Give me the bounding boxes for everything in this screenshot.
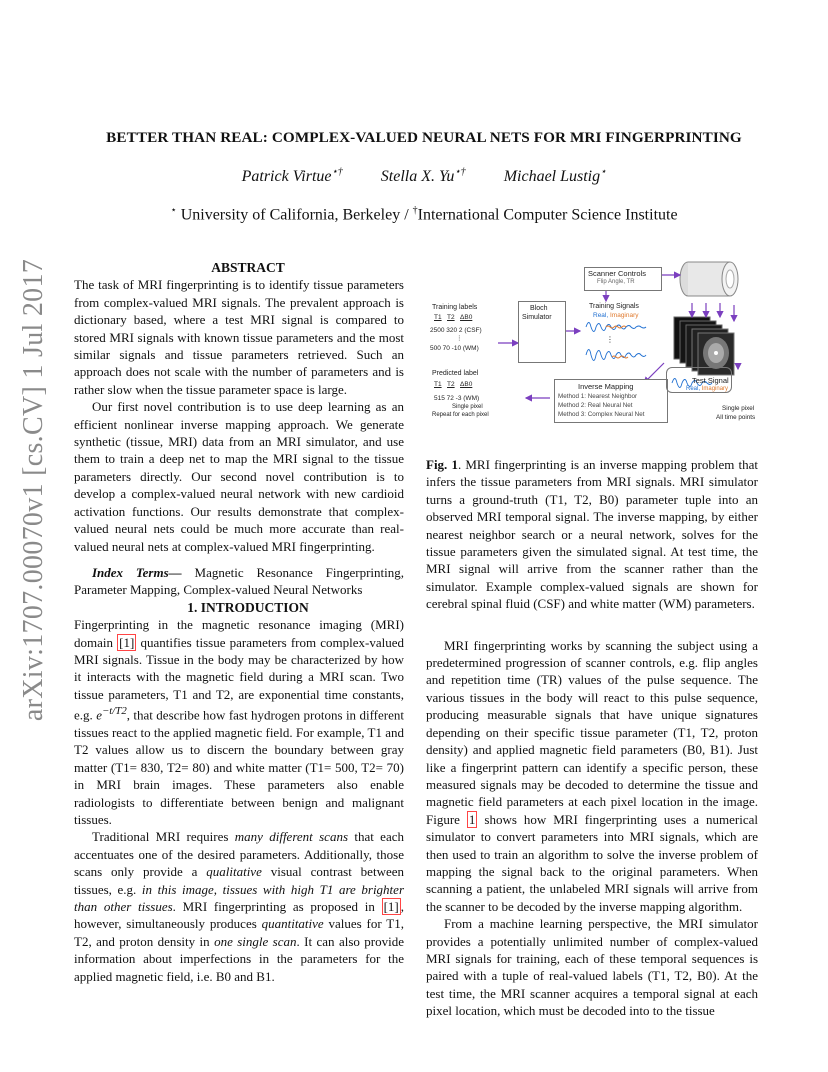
arxiv-identifier — [14, 258, 54, 722]
inverse-mapping-title: Inverse Mapping — [578, 382, 634, 391]
paper-title: BETTER THAN REAL: COMPLEX-VALUED NEURAL NETS FOR MRI FINGERPRINTING — [106, 129, 742, 146]
single-pixel-note: Single pixel — [452, 404, 483, 410]
abstract-heading: ABSTRACT — [211, 260, 285, 275]
method-item: Method 1: Nearest Neighbor — [558, 393, 638, 400]
training-signal-waves — [586, 323, 646, 361]
body-paragraph: MRI fingerprinting works by scanning the subject using a predetermined progression of scanner controls, e.g. flip angles and repetition time (TR) values of the pulse sequence. The various tissues in the body will react to this pulse sequence, producing measurable signals that have unique signatures depending on their specific tissue parameter (T1, T2, proton density) and applied magnetic field parameters (B0, B1). Just like a fingerprint pattern can identify a specific person, these measured signals may be decoded to determine the tissue and magnetic field parameters at each pixel location in the image. Figure 1 shows how MRI fingerprinting uses a numerical simulator to convert parameters into MRI signals, which are then used to train an algorithm to solve the inverse problem of mapping the signal back to the original parameters. When scanning a patient, the unlabeled MRI signals will arrive from the scanner to be decoded by the inverse mapping algorithm. — [426, 637, 758, 914]
training-labels-title: Training labels — [432, 304, 478, 311]
repeat-note: Repeat for each pixel — [432, 412, 489, 418]
scanner-controls-sub: Flip Angle, TR — [597, 279, 635, 285]
intro-paragraph: Fingerprinting in the magnetic resonance imaging (MRI) domain [1] quantifies tissue parameters from complex-valued MRI signals. Tissue in the body may be characterized by how it interacts with the magnetic field during a MRI scan. Two tissue parameters, T1 and T2, are exponential time constants, e.g. $e^{-t/T2}$, that describe how fast hydrogen protons in different tissues react to the applied magnetic field. For example, T1 and T2 values allow us to discern the boundary between gray matter (T1= 830, T2= 80) and white matter (T1= 500, T2= 70) in MRI brain images. These parameters also enable radiologists to differentiate between benign and malignant tissues. — [74, 617, 404, 827]
left-column — [74, 259, 404, 985]
abstract-paragraph: Our first novel contribution is to use deep learning as an efficient nonlinear inverse mapping approach. We generate synthetic (tissue, MRI) data from an MRI simulator, and use them to train a deep net to map the MRI signal to the tissue parameters directly. Our second novel contribution is to develop a complex-valued neural network with new cardioid activation functions. Our results demonstrate that complex-valued neural nets could be much more accurate than real-valued neural nets at complex-valued MRI fingerprinting. — [74, 399, 404, 554]
training-labels-cols: T1 T2 ΔB0 — [434, 314, 473, 321]
right-column — [426, 456, 758, 1020]
test-all-time-points: All time points — [716, 414, 756, 421]
test-signal-title: Test Signal — [692, 376, 729, 385]
vdots: ⋮ — [606, 335, 614, 344]
test-signal-legend: Real, Imaginary — [686, 386, 729, 392]
predicted-label-cols: T1 T2 ΔB0 — [434, 381, 473, 388]
predicted-label-row: 515 72 -3 (WM) — [434, 395, 480, 402]
intro-paragraph: Traditional MRI requires many different scans that each accentuates one of the desired parameters. Additionally, those scans only provide a qualitative visual contrast between tissues, e.g. in this image, tissues with high T1 are brighter than other tissues. MRI fingerprinting as proposed in [1] , however, simultaneously produces quantitative values for T1, T2, and proton density in one single scan. It can also provide information about imperfections in the parameters for the applied magnetic field, i.e. B0 and B1. — [74, 829, 404, 984]
training-signals-legend: Real, Imaginary — [593, 312, 639, 319]
author-list — [60, 167, 788, 186]
citation-link[interactable]: [1] — [119, 634, 135, 650]
figure-caption: Fig. 1. MRI fingerprinting is an inverse mapping problem that infers the tissue parameters from MRI signals. MRI simulator turns a ground-truth (T1, T2, B0) parameter tuple into an observed MRI temporal signal. The inverse mapping, by either nearest neighbor search or a neural network, solves for the tissue parameters given the simulated signal. At test time, the MRI signal will arrive from the scanner rather than the simulator. Example complex-valued signals are shown for cerebral spinal fluid (CSF) and white matter (WM) parameters. — [426, 457, 758, 612]
simulator-label: Simulator — [522, 314, 552, 321]
author: Patrick Virtue⋆† — [241, 167, 343, 186]
index-terms: Index Terms— Magnetic Resonance Fingerprinting, Parameter Mapping, Complex-valued Neural Networks — [74, 564, 404, 598]
scanner-icon — [680, 262, 738, 296]
author: Stella X. Yu⋆† — [380, 167, 466, 186]
predicted-label-title: Predicted label — [432, 370, 479, 377]
training-label-row: 500 70 -10 (WM) — [430, 345, 479, 352]
body-paragraph: From a machine learning perspective, the MRI simulator provides a potentially unlimited number of complex-valued MRI signals for training, each of these temporal sequences is paired with a tuple of real-valued labels (T1, T2, B0). At the test time, the MRI scanner acquires a temporal signal at each pixel location, which must be decoded into to the tissue — [426, 916, 758, 1019]
citation-link[interactable]: [1] — [383, 898, 399, 914]
training-label-row: 2500 320 2 (CSF) — [430, 327, 482, 334]
scanner-controls-label: Scanner Controls — [588, 269, 646, 278]
arxiv-id-text: arXiv:1707.00070v1 [cs.CV] 1 Jul 2017 — [18, 258, 49, 722]
vdots: ⋮ — [456, 335, 463, 342]
abstract-paragraph: The task of MRI fingerprinting is to identify tissue parameters from complex-valued MRI signals. The prevalent approach is dictionary based, where a test MRI signal is compared to stored MRI signals with known tissue parameters and the most similar signals and tissue parameters retrieved. Such an approach does not scale with the number of parameters and is rather slow when the tissue parameter space is large. — [74, 277, 404, 397]
author: Michael Lustig⋆ — [503, 167, 607, 186]
figure-1-diagram — [426, 255, 766, 425]
affiliations: ⋆ University of California, Berkeley / †International Computer Science Institute — [170, 205, 678, 224]
bloch-label: Bloch — [530, 305, 548, 312]
method-item: Method 2: Real Neural Net — [558, 402, 633, 409]
test-single-pixel: Single pixel — [722, 405, 755, 412]
training-signals-title: Training Signals — [589, 303, 639, 310]
intro-heading: 1. INTRODUCTION — [187, 599, 309, 615]
method-item: Method 3: Complex Neural Net — [558, 411, 645, 418]
figure-link[interactable]: 1 — [468, 811, 476, 827]
